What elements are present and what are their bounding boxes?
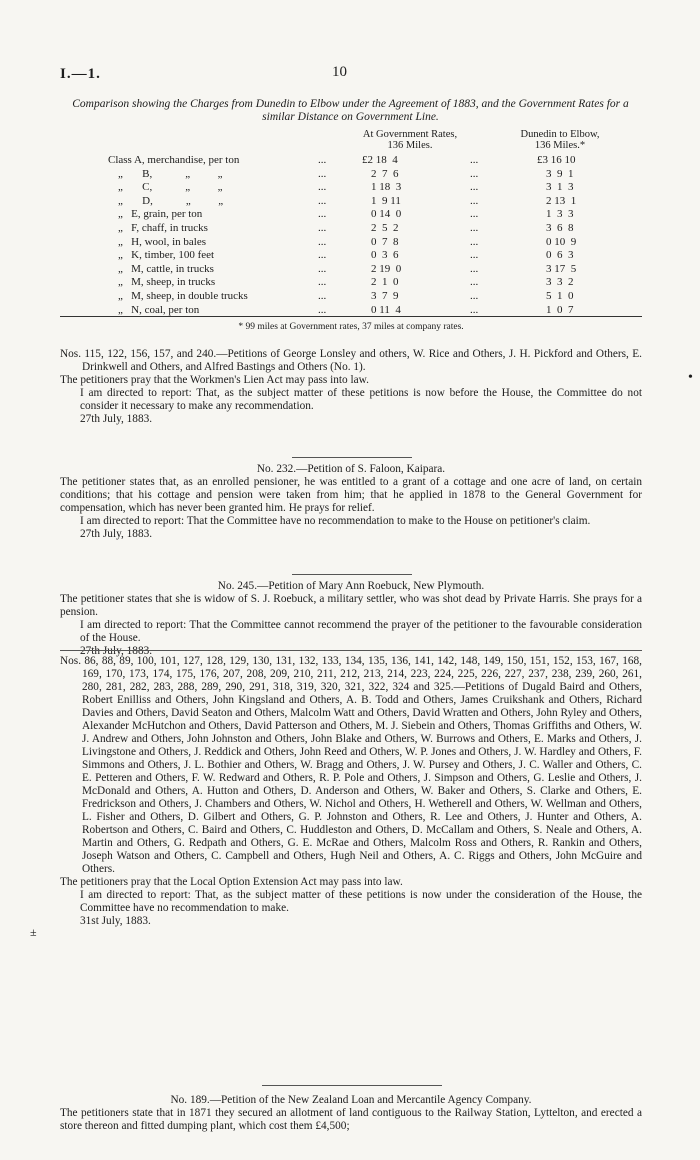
dunedin-rate-value: 1 3 3 <box>546 208 574 221</box>
dunedin-column-header <box>500 129 620 151</box>
rate-class-label: „ M, cattle, in trucks <box>118 262 214 275</box>
petition-statement: The petitioner states that, as an enrolled pensioner, he was entitled to a grant of a cottage and one acre of land, on certain conditions; that his cottage and pension were taken from him; that he applied in 1878 to the General Government for compensation, which has never been granted him. He prays for relief. <box>60 476 642 514</box>
gov-rate-value: 0 7 8 <box>371 235 399 248</box>
gov-rate-value: 1 18 3 <box>371 181 402 194</box>
gov-rate-value: 2 19 0 <box>371 262 402 275</box>
gov-rate-value: 0 11 4 <box>371 303 401 316</box>
rate-row <box>0 222 700 235</box>
gov-rate-value: 1 9 11 <box>371 194 401 207</box>
rate-row <box>0 290 700 303</box>
leader-dots: ... <box>318 276 327 289</box>
leader-dots: ... <box>470 262 479 275</box>
gov-rates-column-header <box>340 129 480 151</box>
rate-row <box>0 276 700 289</box>
leader-dots: ... <box>470 208 479 221</box>
comparison-title: Comparison showing the Charges from Dunedin to Elbow under the Agreement of 1883, and the Government Rates for a similar Distance on Government Line. <box>72 98 629 123</box>
petition-section-workmens-lien <box>60 348 642 426</box>
leader-dots: ... <box>470 276 479 289</box>
committee-report: I am directed to report: That the Committee cannot recommend the prayer of the petitioner to the favourable consideration of the House. <box>80 619 642 644</box>
petition-heading: No. 189.—Petition of the New Zealand Loan and Mercantile Agency Company. <box>170 1094 532 1106</box>
rate-class-label: „ B, „ „ <box>118 167 223 180</box>
report-date: 27th July, 1883. <box>80 528 153 540</box>
dun-col-line2: 136 Miles.* <box>534 140 586 151</box>
table-footnote: * 99 miles at Government rates, 37 miles at company rates. <box>238 322 464 332</box>
leader-dots: ... <box>470 181 479 194</box>
dunedin-rate-value: 0 6 3 <box>546 249 574 262</box>
petition-statement: The petitioners state that in 1871 they secured an allotment of land contiguous to the Railway Station, Lyttelton, and erected a store thereon and fitted dumping plant, which cost them £4,500; <box>60 1107 642 1132</box>
gov-col-line1: At Government Rates, <box>362 129 458 140</box>
table-rule <box>60 316 642 317</box>
rate-class-label: „ F, chaff, in trucks <box>118 222 208 234</box>
committee-report: I am directed to report: That, as the subject matter of these petitions is now under the consideration of the House, the Committee have no recommendation to make. <box>80 889 642 914</box>
gov-rate-value: 3 7 9 <box>371 290 399 302</box>
rate-row <box>0 195 700 208</box>
petition-prayer: The petitioners pray that the Local Option Extension Act may pass into law. <box>60 876 403 888</box>
rate-class-label: „ M, sheep, in double trucks <box>118 290 248 302</box>
leader-dots: ... <box>318 249 327 262</box>
leader-dots: ... <box>318 222 327 234</box>
leader-dots: ... <box>470 222 479 234</box>
leader-dots: ... <box>470 154 479 166</box>
leader-dots: ... <box>470 235 479 248</box>
rate-class-label: „ C, „ „ <box>118 181 223 194</box>
rate-class-label: „ M, sheep, in trucks <box>118 276 216 289</box>
leader-dots: ... <box>318 208 327 221</box>
gov-rate-value: 2 1 0 <box>371 276 399 289</box>
leader-dots: ... <box>470 194 479 207</box>
report-date: 27th July, 1883. <box>80 413 153 425</box>
report-date: 31st July, 1883. <box>80 915 151 927</box>
margin-pencil-mark: ± <box>30 925 37 939</box>
petition-prayer: The petitioners pray that the Workmen's Lien Act may pass into law. <box>60 374 369 386</box>
gov-rate-value: £2 18 4 <box>362 154 398 166</box>
gov-rate-value: 2 5 2 <box>371 222 399 234</box>
rate-row <box>0 168 700 181</box>
petition-section-local-option <box>60 655 642 928</box>
gov-rate-value: 0 14 0 <box>371 208 402 221</box>
rate-row <box>0 263 700 276</box>
dunedin-rate-value: 3 17 5 <box>546 262 577 275</box>
rate-class-label: „ E, grain, per ton <box>118 208 203 221</box>
section-divider <box>60 650 642 651</box>
petition-heading: No. 245.—Petition of Mary Ann Roebuck, New Plymouth. <box>217 580 485 592</box>
petition-section-nz-loan <box>60 1094 642 1133</box>
rate-row <box>0 236 700 249</box>
committee-report: I am directed to report: That, as the subject matter of these petitions is now before the House, the Committee do not consider it necessary to make any recommendation. <box>80 387 642 412</box>
dunedin-rate-value: 0 10 9 <box>546 235 577 248</box>
leader-dots: ... <box>318 154 327 166</box>
dunedin-rate-value: 3 3 2 <box>546 276 574 289</box>
dunedin-rate-value: 3 1 3 <box>546 181 574 194</box>
leader-dots: ... <box>318 303 327 316</box>
gov-rate-value: 2 7 6 <box>371 167 399 180</box>
rate-row <box>0 181 700 194</box>
leader-dots: ... <box>318 167 327 180</box>
gov-rate-value: 0 3 6 <box>371 249 399 262</box>
rate-class-label: Class A, merchandise, per ton <box>108 154 240 166</box>
committee-report: I am directed to report: That the Committee have no recommendation to make to the House on petitioner's claim. <box>80 515 591 527</box>
dun-col-line1: Dunedin to Elbow, <box>520 129 600 140</box>
leader-dots: ... <box>318 181 327 194</box>
petition-statement: The petitioner states that she is widow of S. J. Roebuck, a military settler, who was shot dead by Private Harris. She prays for a pension. <box>60 593 642 618</box>
petition-section-roebuck <box>60 580 642 658</box>
rate-row <box>0 154 700 167</box>
gov-col-line2: 136 Miles. <box>387 140 433 151</box>
rate-class-label: „ H, wool, in bales <box>118 235 206 248</box>
dunedin-rate-value: 3 9 1 <box>546 167 574 180</box>
leader-dots: ... <box>318 194 327 207</box>
petition-section-faloon <box>60 463 642 541</box>
rate-class-label: „ N, coal, per ton <box>118 303 200 316</box>
leader-dots: ... <box>318 235 327 248</box>
leader-dots: ... <box>470 167 479 180</box>
dunedin-rate-value: 1 0 7 <box>546 303 574 316</box>
margin-dot-mark: • <box>688 370 693 385</box>
petition-heading: No. 232.—Petition of S. Faloon, Kaipara. <box>256 463 446 475</box>
leader-dots: ... <box>318 262 327 275</box>
dunedin-rate-value: 2 13 1 <box>546 194 577 207</box>
section-divider <box>292 574 412 575</box>
section-divider <box>292 457 412 458</box>
petition-title: Nos. 86, 88, 89, 100, 101, 127, 128, 129, 130, 131, 132, 133, 134, 135, 136, 141, 142, 148, 149, 150, 151, 152, 153, 167, 168, 169, 170, 173, 174, 175, 176, 207, 208, 209, 210, 211, 212, 213, 214, 223, 224, 225, 226, 227, 237, 238, 239, 260, 261, 280, 281, 282, 283, 288, 289, 290, 291, 318, 319, 320, 321, 322, 324 and 325.—Petitions of Dugald Baird and Others, Robert Enilliss and Others, John Kingsland and Others, A. B. Todd and Others, James Cruikshank and Others, Richard Davies and Others, David Seaton and Others, Malcolm Watt and Others, David Wratten and Others, John Ryley and Others, Alexander McHutchon and Others, David Patterson and Others, M. J. Siebein and Others, Thomas Griffiths and Others, W. J. Andrew and Others, John Johnston and Others, John Blake and Others, W. Burrows and Others, E. Marks and Others, J. Livingstone and Others, J. Reddick and Others, John Reed and Others, W. P. Jones and Others, J. W. Hardley and Others, F. Simmons and Others, J. L. Bothier and Others, W. Bragg and Others, J. W. Pursey and Others, J. C. Waller and Others, C. E. Petteren and Others, F. W. Redward and Others, R. P. Pole and Others, J. Simpson and Others, G. Leslie and Others, J. McDonald and Others, A. Hutton and Others, D. Anderson and Others, W. Baker and Others, S. Clarke and Others, E. Fredrickson and Others, J. Chambers and Others, W. Nichol and Others, H. Wetherell and Others, W. Wellman and Others, L. Fisher and Others, D. Gilbert and Others, G. P. Johnston and Others, R. Lee and Others, J. Hunter and Others, A. Robertson and Others, C. Baird and Others, C. Huddleston and Others, D. McCallam and Others, S. Neale and Others, A. Martin and Others, G. Redpath and Others, G. E. McRae and Others, Malcolm Ross and Others, R. Rankin and Others, Joseph Watson and Others, C. Campbell and Others, Hugh Neil and Others, A. C. Riggs and Others, John McGuire and Others. <box>60 655 642 875</box>
petition-title: Nos. 115, 122, 156, 157, and 240.—Petitions of George Lonsley and others, W. Rice and Others, J. H. Pickford and Others, E. Drinkwell and Others, and Alfred Bastings and Others (No. 1). <box>60 348 642 373</box>
page-number: 10 <box>332 64 347 80</box>
rate-row <box>0 304 700 317</box>
section-divider <box>262 1085 442 1086</box>
dunedin-rate-value: £3 16 10 <box>537 154 576 166</box>
leader-dots: ... <box>470 290 479 302</box>
report-date: 27th July, 1883. <box>80 645 153 657</box>
dunedin-rate-value: 3 6 8 <box>546 222 574 234</box>
rate-class-label: „ D, „ „ <box>118 194 224 207</box>
leader-dots: ... <box>318 290 327 302</box>
dunedin-rate-value: 5 1 0 <box>546 290 574 302</box>
leader-dots: ... <box>470 303 479 316</box>
rate-row <box>0 208 700 221</box>
rate-row <box>0 249 700 262</box>
leader-dots: ... <box>470 249 479 262</box>
rate-class-label: „ K, timber, 100 feet <box>118 249 215 262</box>
document-reference: I.—1. <box>60 66 101 82</box>
